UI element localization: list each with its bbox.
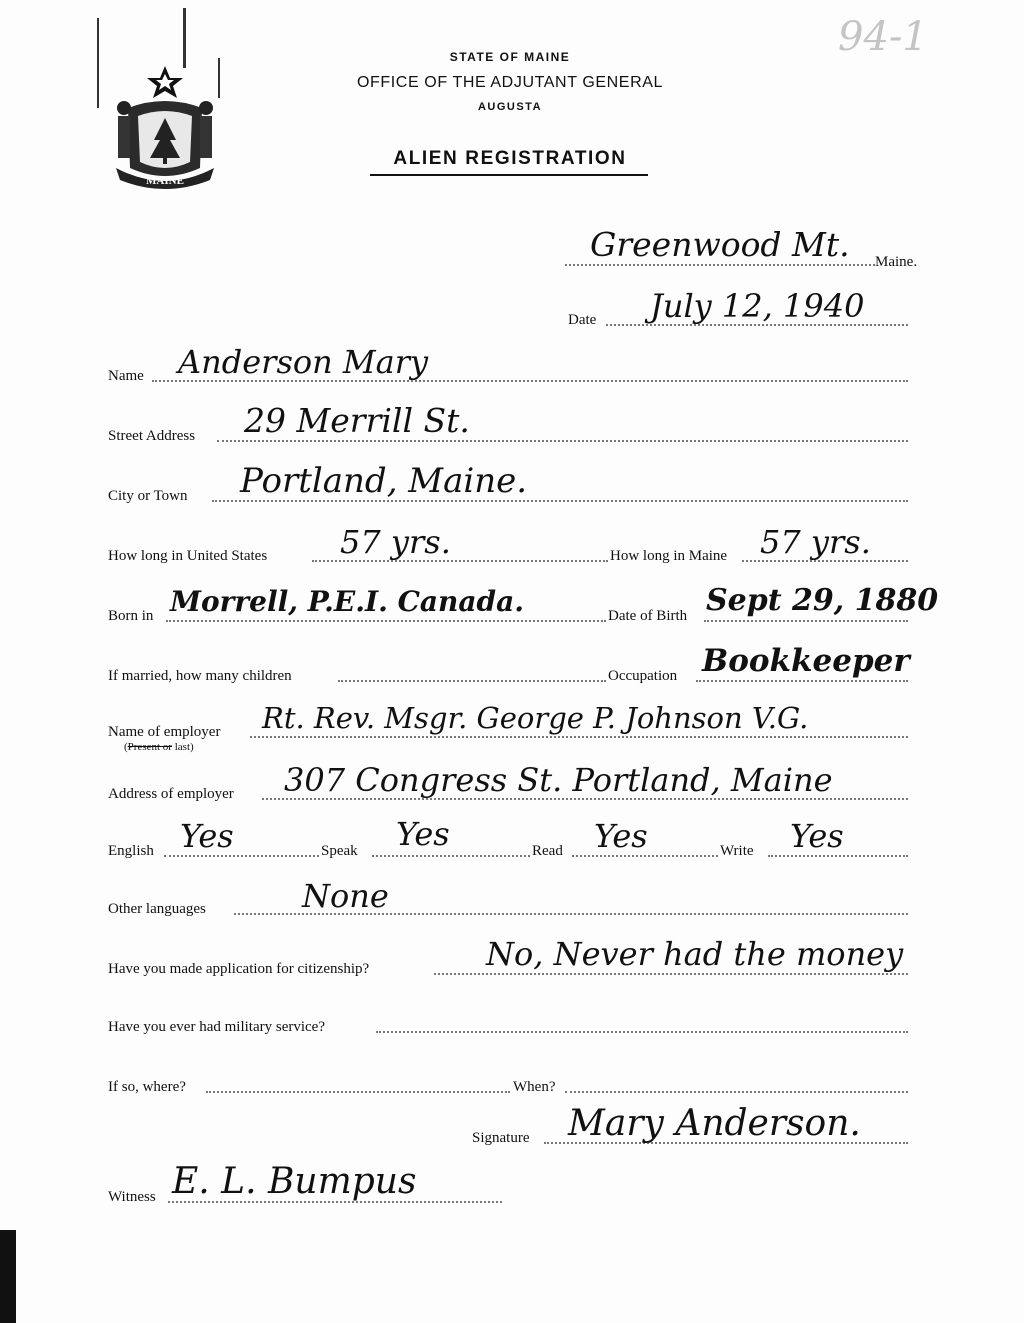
location-line [565, 264, 875, 266]
title-underline [370, 174, 648, 176]
citizenship-value: No, Never had the money [486, 935, 904, 973]
header-office: OFFICE OF THE ADJUTANT GENERAL [356, 74, 664, 91]
state-seal-icon [110, 64, 220, 192]
born-in-value: Morrell, P.E.I. Canada. [170, 585, 525, 618]
read-label: Read [532, 843, 563, 859]
employer-address-value: 307 Congress St. Portland, Maine [284, 761, 833, 799]
street-address-line [217, 440, 908, 442]
name-label: Name [108, 368, 144, 384]
other-languages-label: Other languages [108, 901, 206, 917]
children-label: If married, how many children [108, 668, 292, 684]
born-in-label: Born in [108, 608, 154, 624]
read-value: Yes [594, 817, 648, 855]
street-address-value: 29 Merrill St. [244, 401, 470, 440]
margin-mark [183, 8, 186, 68]
citizenship-line [434, 973, 908, 975]
employer-name-sublabel: (Present or last) [124, 741, 194, 753]
write-value: Yes [790, 817, 844, 855]
city-town-value: Portland, Maine. [240, 461, 528, 501]
other-languages-value: None [302, 877, 389, 915]
where-label: If so, where? [108, 1079, 186, 1095]
employer-address-label: Address of employer [108, 786, 234, 802]
read-line [572, 855, 718, 857]
english-value: Yes [180, 817, 234, 855]
header-state: STATE OF MAINE [449, 50, 571, 64]
witness-value: E. L. Bumpus [172, 1161, 417, 1202]
form-title: ALIEN REGISTRATION [393, 148, 627, 169]
when-label: When? [513, 1079, 556, 1095]
header-city: AUGUSTA [477, 101, 543, 113]
speak-line [372, 855, 530, 857]
employer-sublabel-struck: Present or [127, 741, 172, 753]
city-town-label: City or Town [108, 488, 188, 504]
children-line [338, 680, 606, 682]
employer-sublabel-rest: last) [174, 741, 194, 753]
english-label: English [108, 843, 154, 859]
location-value: Greenwood Mt. [590, 225, 850, 264]
date-label: Date [568, 312, 597, 328]
speak-value: Yes [396, 815, 450, 853]
margin-mark [97, 18, 99, 108]
page-edge-shadow [0, 1230, 16, 1323]
date-of-birth-label: Date of Birth [608, 608, 688, 624]
employer-name-label: Name of employer [108, 724, 221, 740]
witness-label: Witness [108, 1189, 156, 1205]
occupation-line [696, 680, 908, 682]
how-long-maine-value: 57 yrs. [760, 523, 871, 561]
citizenship-label: Have you made application for citizenship? [108, 961, 370, 977]
file-number: 94-1 [838, 14, 928, 60]
signature-value: Mary Anderson. [568, 1103, 861, 1144]
date-of-birth-line [704, 620, 908, 622]
location-label: Maine. [875, 254, 918, 270]
where-line [206, 1091, 510, 1093]
when-line [565, 1091, 908, 1093]
name-value: Anderson Mary [178, 343, 429, 381]
date-of-birth-value: Sept 29, 1880 [706, 583, 939, 618]
write-label: Write [720, 843, 754, 859]
english-line [164, 855, 319, 857]
date-value: July 12, 1940 [650, 287, 865, 325]
seal-text: MAINE [146, 175, 184, 187]
how-long-us-value: 57 yrs. [340, 523, 451, 561]
occupation-label: Occupation [608, 668, 678, 684]
street-address-label: Street Address [108, 428, 196, 444]
employer-name-line [250, 736, 908, 738]
military-label: Have you ever had military service? [108, 1019, 325, 1035]
military-line [376, 1031, 908, 1033]
signature-label: Signature [472, 1130, 530, 1146]
occupation-value: Bookkeeper [702, 643, 910, 679]
employer-name-value: Rt. Rev. Msgr. George P. Johnson V.G. [262, 701, 809, 735]
born-in-line [166, 620, 606, 622]
how-long-us-label: How long in United States [108, 548, 268, 564]
write-line [768, 855, 908, 857]
how-long-maine-label: How long in Maine [610, 548, 728, 564]
speak-label: Speak [321, 843, 358, 859]
